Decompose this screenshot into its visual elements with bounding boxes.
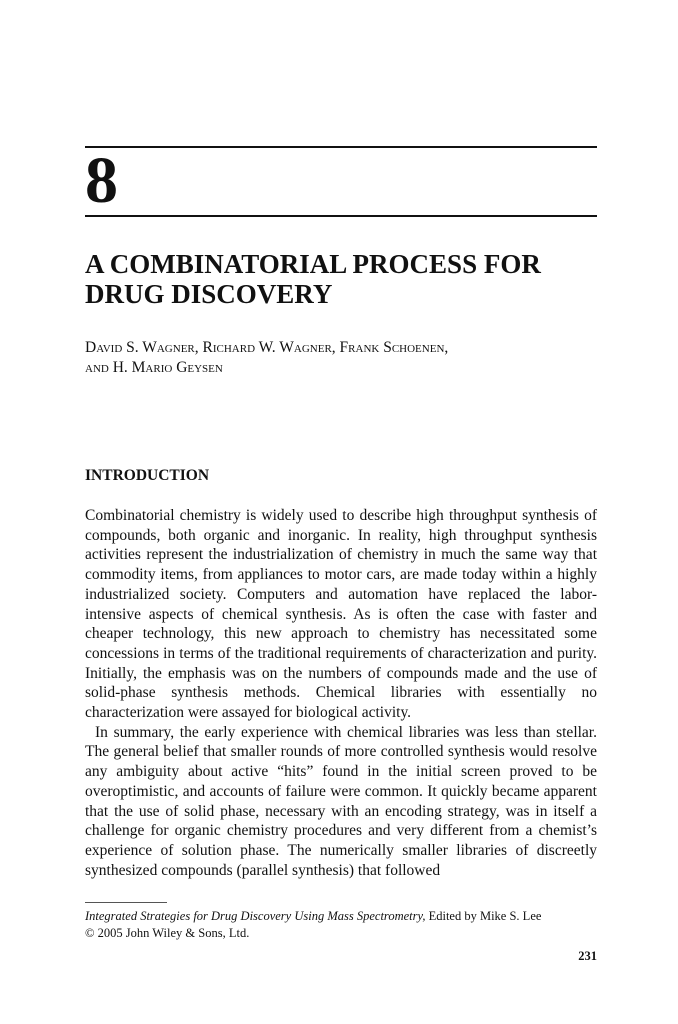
- chapter-authors: [85, 338, 597, 377]
- page-number: 231: [578, 949, 597, 963]
- authors-line-1: David S. Wagner, Richard W. Wagner, Frank Schoenen,: [85, 339, 449, 356]
- chapter-title-line-2: DRUG DISCOVERY: [85, 279, 333, 309]
- chapter-top-rule: [85, 146, 597, 148]
- chapter-title-line-1: A COMBINATORIAL PROCESS FOR: [85, 249, 541, 279]
- source-editor: Edited by Mike S. Lee: [425, 909, 542, 923]
- body-text: [85, 506, 597, 880]
- chapter-title: [85, 249, 597, 309]
- chapter-number: 8: [85, 144, 118, 217]
- book-page: [85, 0, 597, 1024]
- source-footnote: [85, 908, 597, 942]
- paragraph-2: In summary, the early experience with chemical libraries was less than stellar. The general belief that smaller rounds of more controlled synthesis would resolve any ambiguity about active “hits” found in the initial screen proved to be overoptimistic, and accounts of failure were common. It quickly became apparent that the use of solid phase, necessary with an encoding strategy, was in itself a challenge for organic chemistry procedures and very different from a chemist’s experience of solution phase. The numerically smaller libraries of discreetly synthesized compounds (parallel synthesis) that followed: [85, 723, 597, 879]
- footnote-rule: [85, 902, 167, 903]
- copyright-notice: © 2005 John Wiley & Sons, Ltd.: [85, 926, 250, 940]
- section-heading: INTRODUCTION: [85, 467, 210, 484]
- source-book-title: Integrated Strategies for Drug Discovery Using Mass Spectrometry,: [85, 909, 426, 923]
- authors-line-2: and H. Mario Geysen: [85, 358, 223, 376]
- paragraph-1: Combinatorial chemistry is widely used to describe high throughput synthesis of compounds, both organic and inorganic. In reality, high throughput synthesis activities represent the industrialization of chemistry in much the same way that commodity items, from appliances to motor cars, are made today within a highly industrialized society. Computers and automation have replaced the labor-intensive aspects of chemical synthesis. As is often the case with faster and cheaper technology, this new approach to chemistry has necessitated some concessions in terms of the traditional requirements of characterization and purity. Initially, the emphasis was on the numbers of compounds made and the use of solid-phase synthesis methods. Chemical libraries with essentially no characterization were assayed for biological activity.: [85, 507, 597, 722]
- chapter-bottom-rule: [85, 215, 597, 217]
